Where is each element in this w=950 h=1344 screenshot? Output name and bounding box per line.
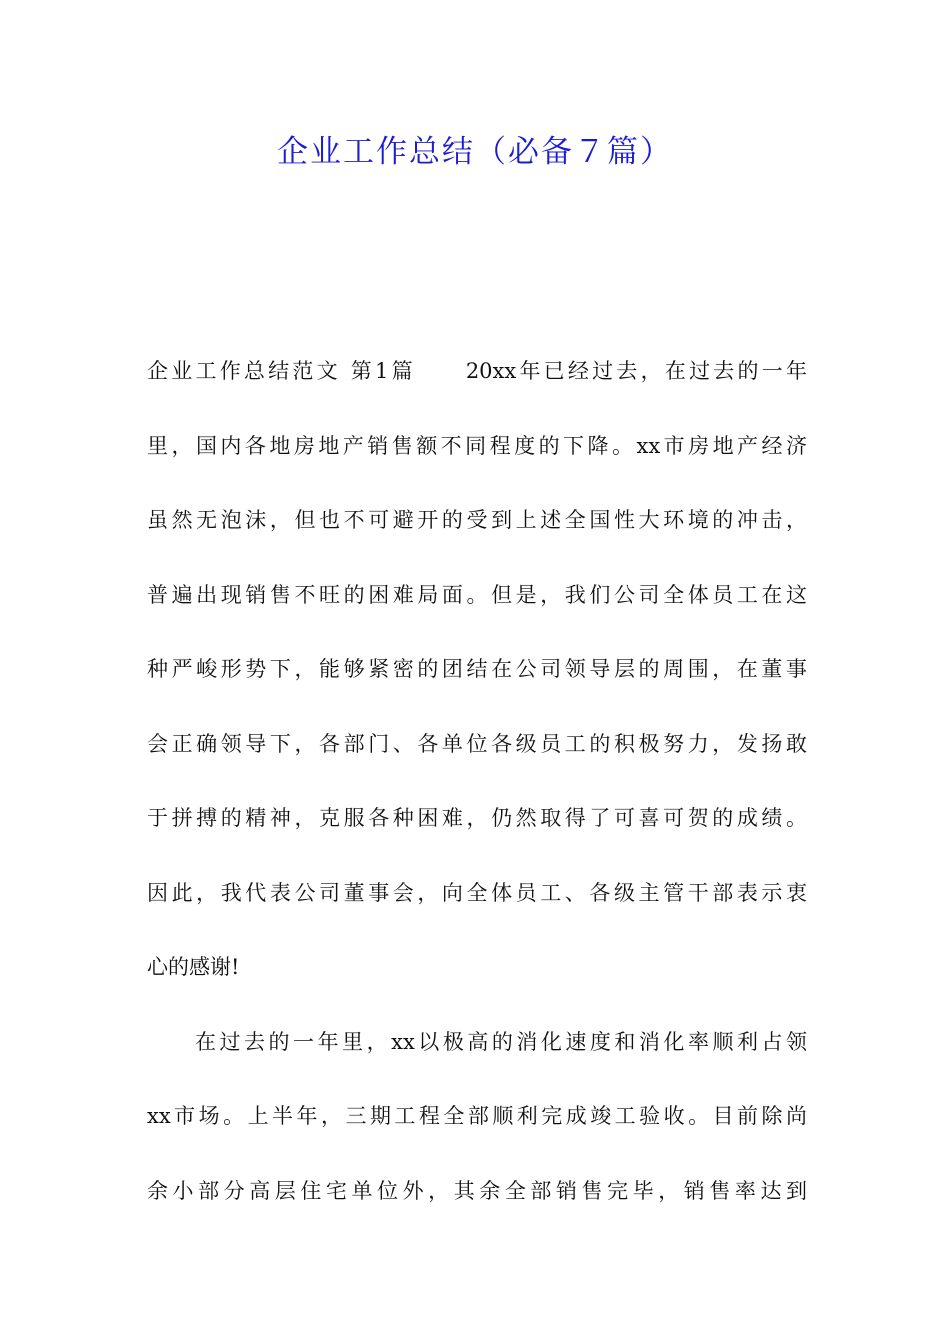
paragraph-line: 心的感谢!: [147, 955, 240, 979]
line-text: 20xx年已经过去，在过去的一年: [465, 359, 807, 383]
paragraph-line: [147, 334, 807, 409]
paragraph-line: 因此，我代表公司董事会，向全体员工、各级主管干部表示衷: [147, 880, 807, 905]
section-heading: 企业工作总结范文 第1篇: [147, 359, 416, 383]
paragraph-line: xx市场。上半年，三期工程全部顺利完成竣工验收。目前除尚: [147, 1104, 807, 1128]
paragraph-line: 会正确领导下，各部门、各单位各级员工的积极努力，发扬敢: [147, 731, 807, 756]
paragraph-line: 于拼搏的精神，克服各种困难，仍然取得了可喜可贺的成绩。: [147, 806, 807, 830]
paragraph-line: 普遍出现销售不旺的困难局面。但是，我们公司全体员工在这: [147, 582, 807, 607]
document-title: 企业工作总结（必备７篇）: [277, 134, 673, 170]
paragraph-line: 种严峻形势下，能够紧密的团结在公司领导层的周围，在董事: [147, 657, 807, 681]
paragraph-line: 虽然无泡沫，但也不可避开的受到上述全国性大环境的冲击，: [147, 508, 807, 532]
paragraph-line: 余小部分高层住宅单位外，其余全部销售完毕，销售率达到: [147, 1178, 807, 1203]
paragraph-line: 在过去的一年里，xx以极高的消化速度和消化率顺利占领: [195, 1029, 807, 1054]
document-body: [147, 334, 807, 1228]
paragraph-line: 里，国内各地房地产销售额不同程度的下降。xx市房地产经济: [147, 433, 807, 458]
